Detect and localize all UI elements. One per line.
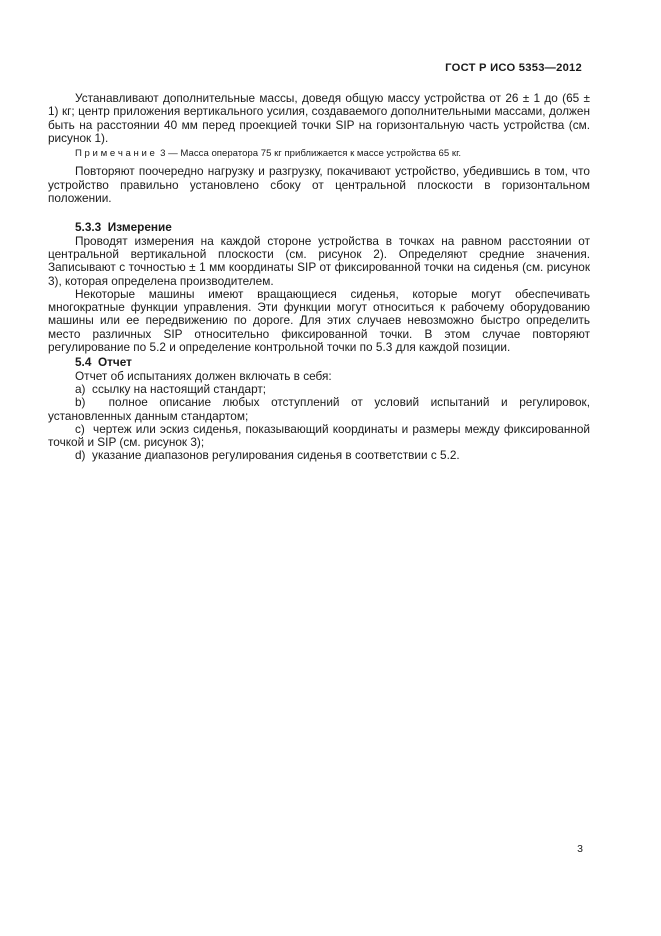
page-body (48, 92, 590, 463)
running-header: ГОСТ Р ИСО 5353—2012 (445, 62, 582, 74)
page-number: 3 (577, 843, 583, 855)
body-paragraph-masses: Устанавливают дополнительные массы, доведя общую массу устройства от 26 ± 1 до (65 ± 1) кг; центр приложения вертикального усилия, создаваемого дополнительными массами, должен быть на расстоянии 40 мм перед проекцией точки SIP на горизонтальную часть устройства (см. рисунок 1). (48, 91, 590, 145)
report-list-item-a: a) ссылку на настоящий стандарт; (75, 381, 267, 396)
report-intro-paragraph: Отчет об испытаниях должен включать в себя: (75, 368, 332, 383)
body-paragraph-measurement: Проводят измерения на каждой стороне устройства в точках на равном расстоянии от центральной вертикальной плоскости (см. рисунок 2). Определяют средние значения. Записывают с точностью ± 1 мм координаты SIP от фиксированной точки на сиденья (см. рисунок 3), которая определена производителем. (48, 233, 590, 288)
report-list-item-c: c) чертеж или эскиз сиденья, показывающий координаты и размеры между фиксированной точкой и SIP (см. рисунок 3); (48, 421, 590, 450)
report-list-item-d: d) указание диапазонов регулирования сиденья в соответствии с 5.2. (75, 448, 460, 463)
note-3-text: П р и м е ч а н и е 3 — Масса оператора 75 кг приближается к массе устройства 65 кг. (75, 148, 462, 160)
report-list-item-b: b) полное описание любых отступлений от условий испытаний и регулировок, установленных данным стандартом; (48, 395, 590, 423)
section-heading-5-3-3: 5.3.3 Измерение (75, 220, 172, 235)
body-paragraph-rotating-seats: Некоторые машины имеют вращающиеся сиденья, которые могут обеспечивать многократные функции управления. Эти функции могут относиться к рабочему оборудованию машины или ее передвижению по дороге. Для этих случаев невозможно быстро определить место различных SIP относительно фиксированной точки. В этом случае повторяют регулирование по 5.2 и определение контрольной точки по 5.3 для каждой позиции. (48, 286, 590, 355)
section-heading-5-4: 5.4 Отчет (75, 355, 132, 370)
body-paragraph-repeat-load: Повторяют поочередно нагрузку и разгрузку, покачивают устройство, убедившись в том, что устройство правильно установлено сбоку от центральной плоскости в горизонтальном положении. (48, 164, 590, 206)
